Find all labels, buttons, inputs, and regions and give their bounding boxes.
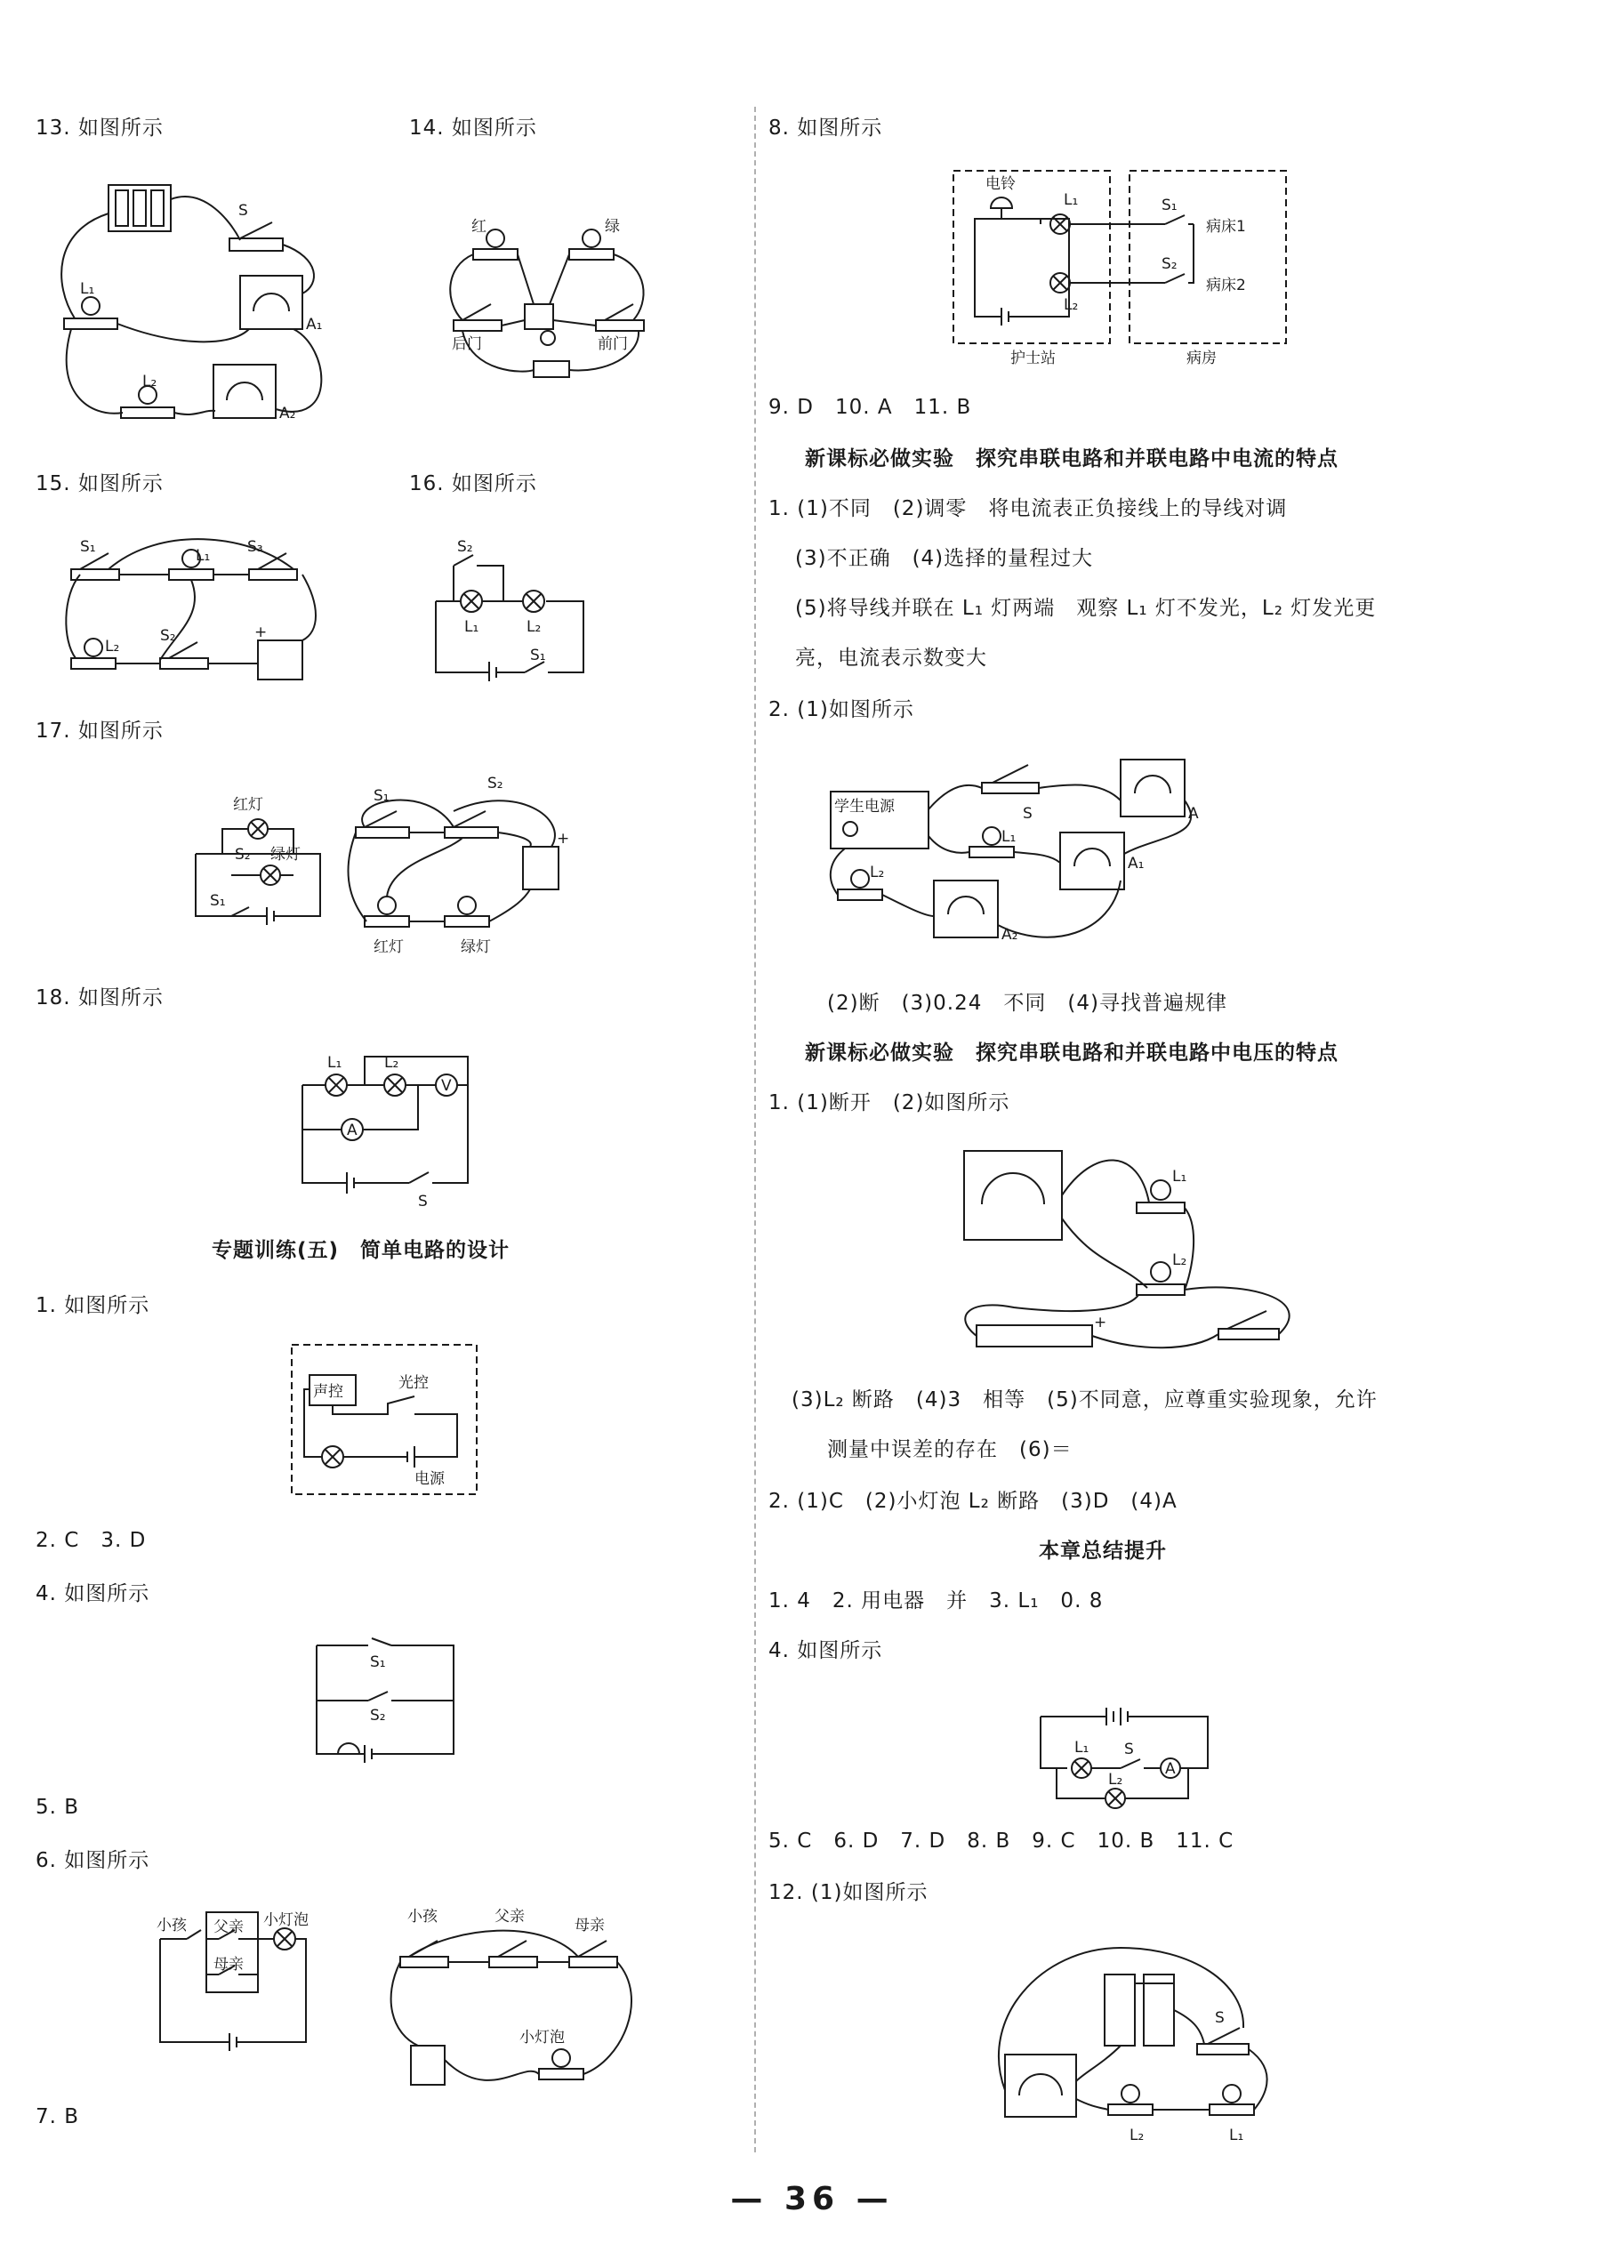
exp1-line3: (5)将导线并联在 L₁ 灯两端 观察 L₁ 灯不发光，L₂ 灯发光更: [795, 597, 1377, 620]
q17-label-red-lamp: 红灯: [233, 796, 263, 814]
figure-summary-q4-circuit: [1035, 1706, 1213, 1811]
exp1-label-a: A: [1188, 805, 1199, 823]
q15-label-s2: S₂: [160, 627, 176, 645]
q9-11-answers: 9. D 10. A 11. B: [768, 396, 972, 419]
q15-label-l1: L₁: [196, 547, 211, 565]
q18-label-s: S: [418, 1193, 428, 1210]
q8-label-l1: L₁: [1064, 191, 1079, 209]
q8-label-bell: 电铃: [985, 175, 1016, 193]
s4-label-s2: S₂: [370, 1707, 386, 1725]
exp1-label-power-supply: 学生电源: [834, 798, 895, 816]
s6-label-bulb-schematic: 小灯泡: [263, 1911, 309, 1929]
exp1-line2: (3)不正确 (4)选择的量程过大: [795, 547, 1094, 570]
exp2-line3: 测量中误差的存在 (6)＝: [827, 1438, 1073, 1461]
q15-label-s1: S₁: [80, 538, 96, 556]
q15-label-plus: +: [254, 623, 268, 641]
q13-label-s: S: [238, 202, 248, 220]
q14-label-back-door: 后门: [452, 335, 482, 353]
sum12-label-s: S: [1215, 2009, 1225, 2027]
q14-label-red: 红: [471, 218, 486, 236]
q18-label-a: A: [347, 1122, 358, 1139]
q13-label-a1: A₁: [306, 316, 323, 334]
q14-label-front-door: 前门: [598, 335, 628, 353]
sum4-label-a: A: [1165, 1760, 1176, 1778]
summary-title: 本章总结提升: [1039, 1540, 1167, 1563]
s2-label: 2. C 3. D: [36, 1529, 147, 1552]
q17-label-s2-physical: S₂: [487, 775, 503, 792]
exp2-label-plus: +: [1094, 1314, 1107, 1331]
figure-q8-circuit: [952, 165, 1290, 370]
s4-label-s1: S₁: [370, 1653, 386, 1671]
q8-label-ward: 病房: [1186, 350, 1217, 367]
exp1-title: 新课标必做实验 探究串联电路和并联电路中电流的特点: [805, 447, 1339, 470]
s6-label-father-physical: 父亲: [494, 1908, 525, 1926]
exp1-label-s: S: [1023, 805, 1033, 823]
q13-label: 13. 如图所示: [36, 117, 164, 140]
q17-label-s1-schematic: S₁: [210, 892, 226, 910]
figure-s6-design: [151, 1900, 667, 2095]
q17-label-s2-schematic: S₂: [235, 846, 251, 864]
exp2-label-l1: L₁: [1172, 1168, 1187, 1186]
q16-label-s2: S₂: [457, 538, 473, 556]
q13-label-l2: L₂: [142, 373, 157, 390]
figure-exp1-circuit: [818, 747, 1218, 969]
s6-label-bulb-physical: 小灯泡: [519, 2029, 565, 2047]
figure-q13-circuit: [53, 160, 347, 454]
q16-label-l1: L₁: [464, 618, 479, 636]
q17-label-plus: +: [557, 830, 570, 848]
s6-label-child-physical: 小孩: [407, 1908, 438, 1926]
exp1-q2b: (2)断 (3)0.24 不同 (4)寻找普遍规律: [827, 992, 1227, 1015]
exp1-label-l1: L₁: [1001, 828, 1017, 846]
q17-label: 17. 如图所示: [36, 720, 164, 743]
figure-q15-circuit: [53, 525, 320, 694]
exp2-line2: (3)L₂ 断路 (4)3 相等 (5)不同意，应尊重实验现象，允许: [792, 1388, 1378, 1411]
exp2-title: 新课标必做实验 探究串联电路和并联电路中电压的特点: [805, 1042, 1339, 1065]
s1-label-power: 电源: [414, 1470, 445, 1488]
s6-label-father-schematic: 父亲: [213, 1918, 244, 1936]
s6-label-mother-physical: 母亲: [575, 1917, 605, 1934]
q15-label: 15. 如图所示: [36, 472, 164, 495]
q13-label-a2: A₂: [279, 405, 296, 422]
s4-label: 4. 如图所示: [36, 1582, 150, 1605]
figure-q18-circuit: [285, 1032, 489, 1210]
sum4-label-l2: L₂: [1108, 1771, 1123, 1789]
sum12-label-l1: L₁: [1229, 2127, 1244, 2144]
q17-label-green-lamp: 绿灯: [270, 846, 301, 864]
s1-label: 1. 如图所示: [36, 1294, 150, 1317]
figure-q14-circuit: [436, 205, 676, 391]
exp1-label-a2: A₂: [1001, 926, 1018, 944]
q8-label-bed1: 病床1: [1206, 218, 1246, 236]
summary-line1: 1. 4 2. 用电器 并 3. L₁ 0. 8: [768, 1589, 1104, 1613]
q16-label-s1: S₁: [530, 647, 546, 664]
sum4-label-l1: L₁: [1074, 1739, 1089, 1757]
section-title-design: 专题训练(五) 简单电路的设计: [212, 1239, 511, 1262]
exp1-label-a1: A₁: [1128, 855, 1145, 873]
figure-exp2-circuit: [961, 1138, 1334, 1370]
q16-label: 16. 如图所示: [409, 472, 537, 495]
q8-label-bed2: 病床2: [1206, 277, 1246, 294]
page-number: — 36 —: [730, 2181, 894, 2217]
s1-label-light: 光控: [398, 1374, 429, 1392]
q8-label: 8. 如图所示: [768, 117, 883, 140]
q8-label-s2: S₂: [1162, 255, 1178, 273]
sum12-label-l2: L₂: [1130, 2127, 1145, 2144]
q15-label-s3: S₃: [247, 538, 263, 556]
q14-label-green: 绿: [605, 218, 620, 236]
figure-q17-circuit: [178, 765, 587, 969]
q18-label: 18. 如图所示: [36, 986, 164, 1009]
q18-label-l2: L₂: [384, 1054, 399, 1072]
q17-label-red-lamp-physical: 红灯: [374, 938, 404, 956]
q8-label-nurse-station: 护士站: [1010, 350, 1056, 367]
figure-summary-q12-circuit: [987, 1930, 1290, 2161]
s7-label: 7. B: [36, 2105, 80, 2128]
s6-label: 6. 如图所示: [36, 1849, 150, 1872]
exp1-label-l2: L₂: [870, 864, 885, 881]
summary-line2: 4. 如图所示: [768, 1639, 883, 1662]
figure-s4-design: [311, 1637, 462, 1770]
q8-label-s1: S₁: [1162, 197, 1178, 214]
q17-label-s1-physical: S₁: [374, 787, 390, 805]
s6-label-mother-schematic: 母亲: [213, 1956, 244, 1974]
sum4-label-s: S: [1124, 1741, 1134, 1758]
column-divider: [754, 107, 756, 2152]
q15-label-l2: L₂: [105, 638, 120, 655]
q8-label-l2: L₂: [1064, 296, 1079, 314]
exp2-q2: 2. (1)C (2)小灯泡 L₂ 断路 (3)D (4)A: [768, 1490, 1178, 1513]
q14-label: 14. 如图所示: [409, 117, 537, 140]
exp2-label-l2: L₂: [1172, 1251, 1187, 1269]
q16-label-l2: L₂: [527, 618, 542, 636]
figure-q16-circuit: [427, 530, 596, 681]
exp2-line1: 1. (1)断开 (2)如图所示: [768, 1091, 1010, 1114]
q17-label-green-lamp-physical: 绿灯: [461, 938, 491, 956]
exp1-line1: 1. (1)不同 (2)调零 将电流表正负接线上的导线对调: [768, 497, 1288, 520]
s5-label: 5. B: [36, 1796, 80, 1819]
summary-line4: 12. (1)如图所示: [768, 1881, 929, 1904]
q13-label-l1: L₁: [80, 280, 95, 298]
q18-label-v: V: [441, 1077, 452, 1095]
s6-label-child-schematic: 小孩: [157, 1917, 187, 1934]
summary-line3: 5. C 6. D 7. D 8. B 9. C 10. B 11. C: [768, 1830, 1234, 1853]
exp1-line4: 亮，电流表示数变大: [795, 647, 987, 670]
exp1-q2: 2. (1)如图所示: [768, 698, 914, 721]
q18-label-l1: L₁: [327, 1054, 342, 1072]
figure-s1-design: [290, 1343, 478, 1496]
s1-label-sound: 声控: [313, 1383, 343, 1401]
